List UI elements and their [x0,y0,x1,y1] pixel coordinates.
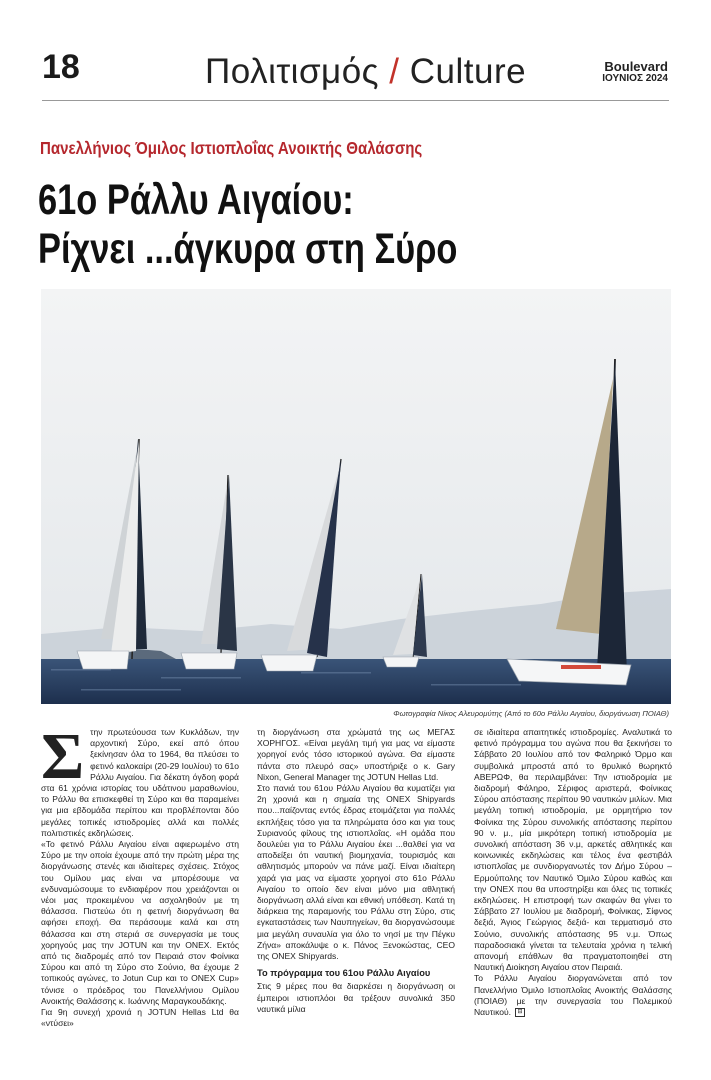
paragraph [474,973,672,1018]
paragraph [41,720,239,839]
column-3 [474,727,672,1018]
issue-date: ΙΟΥΝΙΟΣ 2024 [602,72,668,84]
article-kicker: Πανελλήνιος Όμιλος Ιστιοπλοΐας Ανοικτής Θαλάσσης [40,138,423,158]
article-headline [38,176,457,274]
header-divider [42,100,669,101]
dropcap: Σ [41,720,85,793]
section-greek: Πολιτισμός [205,52,380,91]
paragraph-text: Το Ράλλυ Αιγαίου διοργανώνεται από τον Πανελλήνιο Όμιλο Ιστιοπλοΐας Ανοικτής Θαλάσσης (ΠΟΙΑΘ) με την συνεργασία του Πολεμικού Ναυτικού. [474,973,672,1018]
headline-line-2: Ρίχνει ...άγκυρα στη Σύρο [38,225,458,273]
paragraph: σε ιδιαίτερα απαιτητικές ιστιοδρομίες. Αναλυτικά το φετινό πρόγραμμα του αγώνα που θα ξεκινήσει το Σάββατο 20 Ιουλίου από τον Φαληρικό Όρμο και συμβολικά μπροστά από το θρυλικό θωρηκτό ΑΒΕΡΩΦ, θα περιλαμβάνει: Την ιστιοδρομία με διαδρομή Φάληρο, Σέριφος αριστερά, Φοίνικας Σύρου απόστασης περίπου 90 ναυτικών μιλίων. Μια μεγάλη τοπική ιστιοδρομία, με ορμητήριο τον Φοίνικα της Σύρου συνολικής απόστασης περίπου 90 ν. μ., μία μικρότερη τοπική ιστιοδρομία με συνολική απόσταση 36 ν.μ, αρκετές αθλητικές και κοινωνικές εκδηλώσεις και τέλος ένα φεστιβάλ ιστιοπλοΐας με συνδιοργανωτές τον Δήμο Σύρου – Ερμούπολης τον Ναυτικό Όμιλο Σύρου καθώς και την ONEX που θα υποστηρίξει και όλες τις τοπικές εκδηλώσεις. Η επιστροφή των σκαφών θα γίνει το Σάββατο 27 Ιουλίου με διαδρομή, Φοίνικας, Σίφνος δεξιά, Άγιος Γεώργιος δεξιά- και τερματισμό στο Σούνιο, συνολικής απόστασης 95 ν.μ. Όπως παραδοσιακά γίνεται τα τελευταία χρόνια η τελική απονομή επάθλων θα πραγματοποιηθεί στη Ναυτική Διοίκηση Αιγαίου στον Πειραιά. [474,727,672,973]
paragraph: Στις 9 μέρες που θα διαρκέσει η διοργάνωση οι έμπειροι ιστιοπλόοι θα τρέξουν συνολικά 350 ναυτικά μίλια [257,981,455,1014]
column-1 [41,720,239,1029]
paragraph-text: την πρωτεύουσα των Κυκλάδων, την αρχοντική Σύρο, εκεί από όπου ξεκίνησαν όλα το 1964, θα πλεύσει το φετινό καλοκαίρι (20-29 Ιουλίου) το 61ο Ράλλυ Αιγαίου. Για δέκατη όγδοη φορά στα 61 χρόνια ιστορίας του υδάτινου μαραθωνίου, το Ράλλυ θα επισκεφθεί τη Σύρο και θα παραμείνει για μια εβδομάδα περίπου και προβλέπονται δύο μεγάλες τοπικές ιστιοδρομίες αλλά και πολλές πολιτιστικές εκδηλώσεις. [41,727,239,838]
photo-caption: Φωτογραφία Νίκος Αλευρομύτης (Από το 60ο Ράλλυ Αιγαίου, διοργάνωση ΠΟΙΑΘ) [393,709,669,718]
headline-line-1: 61ο Ράλλυ Αιγαίου: [38,176,354,224]
page-number: 18 [42,48,80,86]
paragraph: «Το φετινό Ράλλυ Αιγαίου είναι αφιερωμένο στη Σύρο με την οποία έχουμε από την πρώτη μέρα της διοργάνωσης στενές και ιδιαίτερες σχέσεις. Στόχος του Ομίλου μας είναι να μπορέσουμε να ενδυναμώσουμε το ενδιαφέρον που χρειάζονται οι νέοι μας προκειμένου να ασχοληθούν με τη θάλασσα. Πιστεύω ότι η φετινή διοργάνωση θα αφήσει εποχή. Θα περάσουμε καλά και στη θάλασσα και στη στεριά σε συνεργασία με τους χορηγούς μας την JOTUN και την ONEX. Εκτός από τις διαδρομές από τον Πειραιά στον Φοίνικα Σύρου και από τη Σύρο στο Σούνιο, θα έχουμε 2 τοπικούς αγώνες, το Jotun Cup και το ONEX Cup» τόνισε ο πρόεδρος του Πανελλήνιου Ομίλου Ανοικτής Θαλάσσης κ. Ιωάννης Μαραγκουδάκης. [41,839,239,1006]
sailboats-illustration [41,289,671,704]
sailboats-photo [41,289,671,704]
subheading: Το πρόγραμμα του 61ου Ράλλυ Αιγαίου [257,968,431,979]
paragraph: Στο πανιά του 61ου Ράλλυ Αιγαίου θα κυματίζει για 2η χρονιά και η σημαία της ONEX Shipyards που...παίζοντας εντός έδρας ετοιμάζεται για πολλές εκπλήξεις τόσο για τα πληρώματα όσο και για τους Συριανούς φίλους της ιστιοπλοΐας. «Η ομάδα που δουλεύει για το Ράλλυ Αιγαίου έκει ...θαλθεί για να αποδείξει ότι ναυτική βιομηχανία, τουρισμός και αθλητισμός μπορούν να πάνε μαζί. Είναι ιδιαίτερη χαρά για μας να είμαστε χορηγοί στο 61ο Ράλλυ Αιγαίου το οποίο δεν είναι μόνο μια αθλητική διοργάνωση αλλά είναι και εθνική υπόθεση. Κατά τη διάρκεια της παραμονής του Ράλλυ στη Σύρο, στις εγκαταστάσεις των Ναυπηγείων, θα διοργανώσουμε μια μεγάλη συναυλία για όλο το νησί με την Πέγκυ Ζήνα» αποκάλυψε ο κ. Πάνος Ξενοκώστας, CEO της ONEX Shipyards. [257,783,455,962]
publication-brand [602,60,668,84]
section-title [205,54,526,89]
end-mark-icon: ⊟ [515,1008,525,1017]
section-english: Culture [409,52,527,91]
section-separator: / [389,52,400,91]
column-2 [257,727,455,1015]
brand-name: Boulevard [604,59,668,74]
article-body [41,720,672,1062]
paragraph: τη διοργάνωση στα χρώματά της ως ΜΕΓΑΣ ΧΟΡΗΓΟΣ. «Είναι μεγάλη τιμή για μας να είμαστε χορηγοί ενός τόσο ιστορικού αγώνα. Θα είμαστε πάντα στο πλευρό σας» υποστήριξε ο κ. Gary Nixon, General Manager της JOTUN Hellas Ltd. [257,727,455,782]
paragraph: Για 9η συνεχή χρονιά η JOTUN Hellas Ltd θα «ντύσει» [41,1007,239,1029]
